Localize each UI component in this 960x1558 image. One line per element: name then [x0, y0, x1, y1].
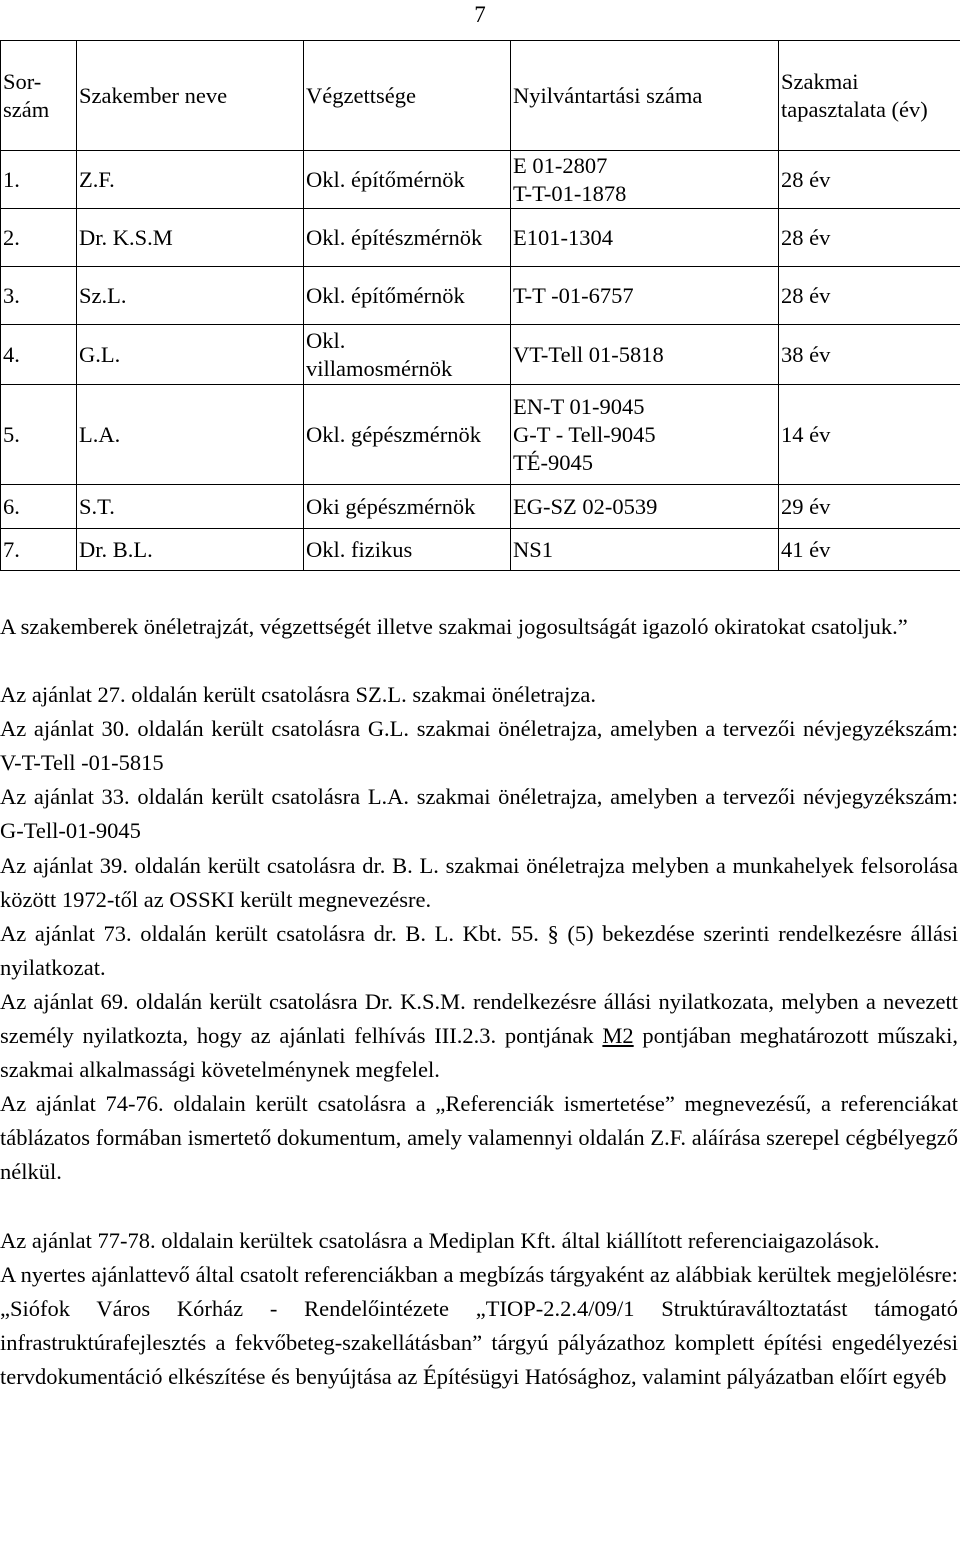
underlined-reference: M2 — [602, 1023, 634, 1049]
table-row — [1, 151, 960, 209]
table-cell: VT-Tell 01-5818 — [511, 325, 779, 385]
header-cell: Szakmai tapasztalata (év) — [779, 41, 960, 151]
table-row — [1, 267, 960, 325]
table-cell: T-T -01-6757 — [511, 267, 779, 325]
paragraph-text: pontjában meghatározott műszaki, szakmai alkalmassági követelménynek megfelel. — [0, 1023, 958, 1083]
table-cell: 2. — [1, 209, 77, 267]
table-cell: EN-T 01-9045 G-T - Tell-9045 TÉ-9045 — [511, 385, 779, 485]
table-cell: Okl. építőmérnök — [304, 151, 511, 209]
header-cell: Sor-szám — [1, 41, 77, 151]
table-cell: Okl. gépészmérnök — [304, 385, 511, 485]
paragraph: „Siófok Város Kórház - Rendelőintézete „TIOP-2.2.4/09/1 Struktúraváltoztatást támogató infrastruktúrafejlesztés a fekvőbeteg-szakellátásban” tárgyú pályázathoz komplett építési engedélyezési tervdokumentáció elkészítése és benyújtása az Építésügyi Hatósághoz, valamint pályázatban előírt egyéb — [0, 1295, 958, 1389]
page-number: 7 — [474, 2, 486, 27]
table-cell: S.T. — [77, 485, 304, 529]
table-cell: 28 év — [779, 209, 960, 267]
paragraph: Az ajánlat 74-76. oldalain került csatolásra a „Referenciák ismertetése” megnevezésű, a referenciákat táblázatos formában ismertető dokumentum, amely valamennyi oldalán Z.F. aláírása szerepel cégbélyegző nélkül. — [0, 1091, 958, 1185]
paragraph: A szakemberek önéletrajzát, végzettségét illetve szakmai jogosultságát igazoló okiratokat csatoljuk.” — [0, 614, 908, 639]
paragraph-text: Az ajánlat 69. oldalán került csatolásra Dr. K.S.M. rendelkezésre állási nyilatkozata, melyben a nevezett személy nyilatkozta, hogy az ajánlati felhívás III.2.3. pontjának — [0, 988, 958, 1049]
table-cell: Dr. B.L. — [77, 529, 304, 571]
table-cell: Dr. K.S.M — [77, 209, 304, 267]
table-cell: E101-1304 — [511, 209, 779, 267]
table-row — [1, 325, 960, 385]
staff-table — [0, 40, 960, 571]
table-cell: 38 év — [779, 325, 960, 385]
table-cell: E 01-2807 T-T-01-1878 — [511, 151, 779, 209]
body-text — [0, 610, 958, 1394]
table-cell: Z.F. — [77, 151, 304, 209]
paragraph: Az ajánlat 30. oldalán került csatolásra G.L. szakmai önéletrajza, amelyben a tervezői névjegyzékszám: V-T-Tell -01-5815 — [0, 716, 958, 776]
table-cell: 7. — [1, 529, 77, 571]
table-cell: Okl. építészmérnök — [304, 209, 511, 267]
table-row — [1, 209, 960, 267]
paragraph — [0, 985, 958, 1087]
table-cell: 29 év — [779, 485, 960, 529]
table-cell: G.L. — [77, 325, 304, 385]
paragraph: Az ajánlat 27. oldalán került csatolásra SZ.L. szakmai önéletrajza. — [0, 682, 597, 708]
table-cell: 4. — [1, 325, 77, 385]
table-cell: L.A. — [77, 385, 304, 485]
header-cell: Nyilvántartási száma — [511, 41, 779, 151]
table-cell: Okl. fizikus — [304, 529, 511, 571]
table-row — [1, 485, 960, 529]
table-header-row — [1, 41, 960, 151]
table-cell: 6. — [1, 485, 77, 529]
table-cell: 41 év — [779, 529, 960, 571]
table-cell: 28 év — [779, 151, 960, 209]
table-cell: Okl. építőmérnök — [304, 267, 511, 325]
table-cell: 5. — [1, 385, 77, 485]
table-cell: Okl. villamosmérnök — [304, 325, 511, 385]
table-cell: Oki gépészmérnök — [304, 485, 511, 529]
header-cell: Szakember neve — [77, 41, 304, 151]
table-cell: 3. — [1, 267, 77, 325]
table-cell: EG-SZ 02-0539 — [511, 485, 779, 529]
table-cell: 28 év — [779, 267, 960, 325]
paragraph: Az ajánlat 33. oldalán került csatolásra L.A. szakmai önéletrajza, amelyben a tervezői névjegyzékszám: G-Tell-01-9045 — [0, 784, 958, 844]
table-cell: Sz.L. — [77, 267, 304, 325]
header-cell: Végzettsége — [304, 41, 511, 151]
table-row — [1, 529, 960, 571]
paragraph: Az ajánlat 39. oldalán került csatolásra dr. B. L. szakmai önéletrajza melyben a munkahelyek felsorolása között 1972-től az OSSKI került megnevezésre. — [0, 852, 958, 912]
table-cell: 14 év — [779, 385, 960, 485]
paragraph: Az ajánlat 77-78. oldalain kerültek csatolásra a Mediplan Kft. által kiállított referenciaigazolások. — [0, 1227, 880, 1253]
table-cell: 1. — [1, 151, 77, 209]
paragraph: A nyertes ajánlattevő által csatolt referenciákban a megbízás tárgyaként az alábbiak kerültek megjelölésre: — [0, 1261, 958, 1287]
paragraph: Az ajánlat 73. oldalán került csatolásra dr. B. L. Kbt. 55. § (5) bekezdése szerinti rendelkezésre állási nyilatkozat. — [0, 920, 958, 980]
table-row — [1, 385, 960, 485]
table-cell: NS1 — [511, 529, 779, 571]
